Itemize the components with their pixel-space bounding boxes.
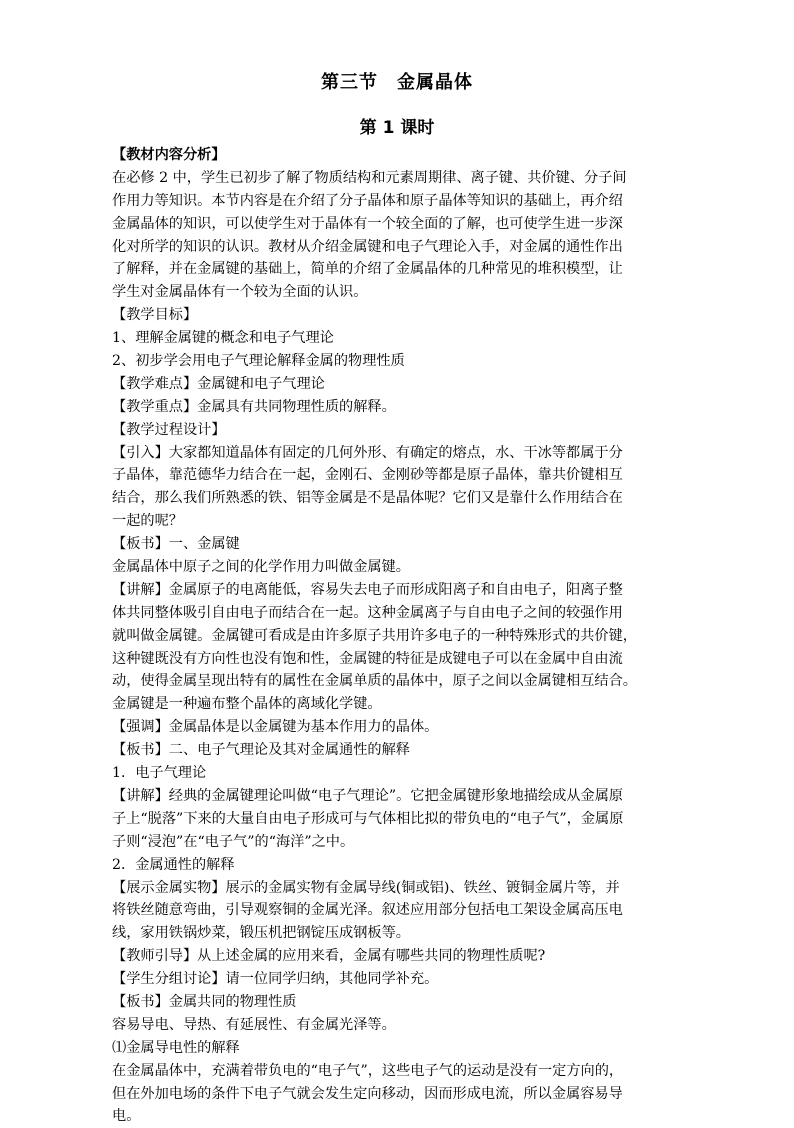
text-line: 体共同整体吸引自由电子而结合在一起。这种金属离子与自由电子之间的较强作用	[112, 604, 623, 621]
text-line: 将铁丝随意弯曲，引导观察铜的金属光泽。叙述应用部分包括电工架设金属高压电	[112, 902, 623, 919]
text-line: 容易导电、导热、有延展性、有金属光泽等。	[112, 1016, 396, 1033]
text-line: 在金属晶体中，充满着带负电的“电子气”，这些电子气的运动是没有一定方向的，	[112, 1062, 624, 1079]
text-line: 作用力等知识。本节内容是在介绍了分子晶体和原子晶体等知识的基础上，再介绍	[112, 192, 623, 209]
text-line: 2．金属通性的解释	[112, 856, 235, 873]
text-line: 1．电子气理论	[112, 765, 207, 782]
page-subtitle: 第 1 课时	[359, 118, 435, 138]
text-line: 学生对金属晶体有一个较为全面的认识。	[112, 284, 368, 301]
text-line: 在必修 2 中，学生已初步了解了物质结构和元素周期律、离子键、共价键、分子间	[112, 169, 627, 186]
text-line: 但在外加电场的条件下电子气就会发生定向移动，因而形成电流，所以金属容易导	[112, 1085, 623, 1102]
text-line: 【展示金属实物】展示的金属实物有金属导线(铜或铝)、铁丝、镀铜金属片等，并	[112, 879, 620, 896]
text-line: 【引入】大家都知道晶体有固定的几何外形、有确定的熔点，水、干冰等都属于分	[112, 444, 623, 461]
document-body	[112, 144, 702, 1128]
text-line: 动，使得金属呈现出特有的属性在金属单质的晶体中，原子之间以金属键相互结合。	[112, 673, 637, 690]
text-line: 【强调】金属晶体是以金属键为基本作用力的晶体。	[112, 719, 439, 736]
text-line: 【教学过程设计】	[112, 421, 226, 438]
text-line: 【板书】金属共同的物理性质	[112, 993, 297, 1010]
text-line: 子晶体，靠范德华力结合在一起，金刚石、金刚砂等都是原子晶体，靠共价键相互	[112, 467, 623, 484]
text-line: 金属晶体的知识，可以使学生对于晶体有一个较全面的了解，也可使学生进一步深	[112, 215, 623, 232]
text-line: 【讲解】经典的金属键理论叫做“电子气理论”。它把金属键形象地描绘成从金属原	[112, 787, 624, 804]
page-title: 第三节 金属晶体	[321, 72, 473, 93]
text-line: 1、理解金属键的概念和电子气理论	[112, 330, 334, 347]
text-line: 一起的呢？	[112, 513, 183, 530]
text-line: 这种键既没有方向性也没有饱和性，金属键的特征是成键电子可以在金属中自由流	[112, 650, 623, 667]
text-line: 金属键是一种遍布整个晶体的离域化学键。	[112, 696, 382, 713]
text-line: 电。	[112, 1108, 141, 1125]
text-line: 【教学目标】	[112, 307, 198, 324]
text-line: 【教学重点】金属具有共同物理性质的解释。	[112, 398, 396, 415]
text-line: ⑴金属导电性的解释	[112, 1039, 240, 1056]
text-line: 结合，那么我们所熟悉的铁、铝等金属是不是晶体呢？它们又是靠什么作用结合在	[112, 490, 623, 507]
text-line: 【讲解】金属原子的电离能低，容易失去电子而形成阳离子和自由电子，阳离子整	[112, 581, 623, 598]
text-line: 就叫做金属键。金属键可看成是由许多原子共用许多电子的一种特殊形式的共价键，	[112, 627, 637, 644]
text-line: 【板书】一、金属键	[112, 536, 240, 553]
text-line: 化对所学的知识的认识。教材从介绍金属键和电子气理论入手，对金属的通性作出	[112, 238, 623, 255]
text-line: 线，家用铁锅炒菜，锻压机把钢锭压成钢板等。	[112, 925, 410, 942]
text-line: 【教材内容分析】	[112, 147, 226, 163]
text-line: 金属晶体中原子之间的化学作用力叫做金属键。	[112, 559, 410, 576]
text-line: 【教学难点】金属键和电子气理论	[112, 375, 325, 392]
text-line: 2、初步学会用电子气理论解释金属的物理性质	[112, 353, 405, 370]
text-line: 子则“浸泡”在“电子气”的“海洋”之中。	[112, 833, 355, 850]
text-line: 了解释，并在金属键的基础上，简单的介绍了金属晶体的几种常见的堆积模型，让	[112, 261, 623, 278]
text-line: 【教师引导】从上述金属的应用来看，金属有哪些共同的物理性质呢?	[112, 948, 546, 965]
text-line: 【学生分组讨论】请一位同学归纳，其他同学补充。	[112, 971, 439, 988]
text-line: 子上“脱落”下来的大量自由电子形成可与气体相比拟的带负电的“电子气”，金属原	[112, 810, 624, 827]
text-line: 【板书】二、电子气理论及其对金属通性的解释	[112, 742, 410, 759]
